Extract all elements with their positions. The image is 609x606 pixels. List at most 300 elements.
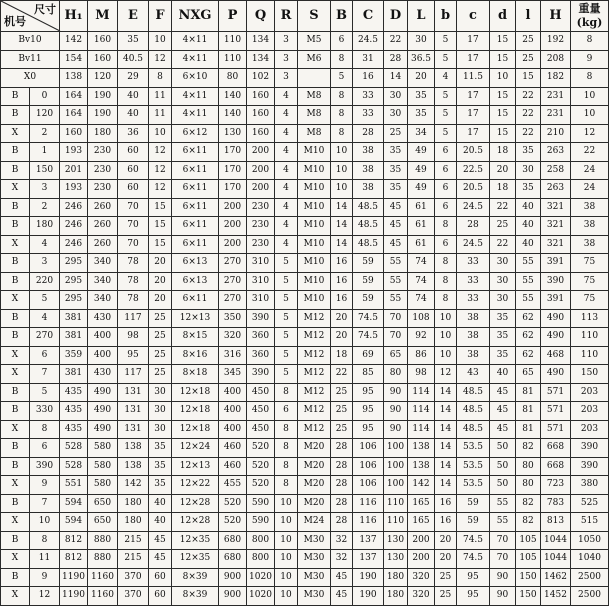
table-cell: 5 [275, 254, 298, 273]
table-cell: 102 [247, 69, 275, 88]
table-row [1, 550, 609, 569]
table-cell: 30 [149, 402, 172, 421]
table-cell: 515 [571, 513, 609, 532]
table-cell: 340 [88, 291, 118, 310]
table-cell: 137 [353, 550, 384, 569]
table-cell: 14 [384, 69, 408, 88]
table-cell: 130 [384, 531, 408, 550]
table-cell: 6×11 [172, 180, 219, 199]
table-cell: 160 [247, 87, 275, 106]
table-cell: 82 [516, 439, 541, 458]
table-cell: 20 [149, 254, 172, 273]
table-cell: 53.5 [457, 457, 490, 476]
table-cell: 55 [490, 513, 516, 532]
table-cell: 6 [435, 161, 457, 180]
table-cell: 1044 [541, 550, 571, 569]
table-cell: 900 [219, 587, 247, 606]
model-series-cell: X [1, 346, 30, 365]
table-cell: 490 [541, 309, 571, 328]
table-cell: 10 [275, 587, 298, 606]
table-cell: 525 [571, 494, 609, 513]
model-number-cell: 4 [30, 309, 60, 328]
table-cell: 16 [331, 254, 353, 273]
table-cell: 12×13 [172, 457, 219, 476]
table-cell: 28 [331, 476, 353, 495]
table-cell: 12×13 [172, 309, 219, 328]
table-cell: 12 [149, 180, 172, 199]
table-cell: M10 [298, 217, 331, 236]
table-cell: 390 [247, 365, 275, 384]
table-cell: 59 [353, 291, 384, 310]
model-number-cell: 9 [30, 568, 60, 587]
table-cell: 230 [247, 235, 275, 254]
table-cell: 22 [516, 87, 541, 106]
table-cell: 160 [247, 106, 275, 125]
table-cell: 74.5 [353, 328, 384, 347]
table-cell: 490 [541, 328, 571, 347]
table-cell: 231 [541, 87, 571, 106]
table-cell: 62 [516, 328, 541, 347]
table-cell: 435 [60, 383, 88, 402]
table-cell: 201 [60, 161, 88, 180]
table-cell: 200 [247, 161, 275, 180]
table-cell: 190 [88, 87, 118, 106]
table-cell: 30 [384, 87, 408, 106]
table-cell: 25 [331, 420, 353, 439]
table-cell: 100 [384, 439, 408, 458]
table-cell: M12 [298, 383, 331, 402]
table-cell: 680 [219, 531, 247, 550]
table-cell: 430 [88, 309, 118, 328]
table-cell: 25 [516, 50, 541, 69]
table-cell: 45 [331, 568, 353, 587]
table-cell: 130 [384, 550, 408, 569]
table-cell: 14 [435, 420, 457, 439]
table-cell: 381 [60, 365, 88, 384]
table-cell: 30 [490, 254, 516, 273]
model-cell: Bv10 [1, 32, 60, 51]
table-cell: 390 [571, 439, 609, 458]
table-cell: 200 [247, 180, 275, 199]
table-cell: 192 [541, 32, 571, 51]
table-cell: 468 [541, 346, 571, 365]
table-cell: 38 [353, 180, 384, 199]
table-cell: 668 [541, 439, 571, 458]
table-cell: 260 [88, 235, 118, 254]
table-cell: 48.5 [353, 235, 384, 254]
table-cell: 800 [247, 550, 275, 569]
table-cell: 16 [435, 513, 457, 532]
table-cell: 17 [457, 50, 490, 69]
table-cell: 17 [457, 124, 490, 143]
table-cell: 10 [275, 531, 298, 550]
table-cell: 108 [408, 309, 435, 328]
table-cell: 55 [516, 254, 541, 273]
table-cell: 138 [60, 69, 88, 88]
table-cell: 321 [541, 198, 571, 217]
table-cell: 140 [219, 106, 247, 125]
table-cell: 203 [571, 402, 609, 421]
table-cell: 70 [490, 550, 516, 569]
table-cell: 90 [384, 383, 408, 402]
table-cell: 20 [331, 328, 353, 347]
table-cell: 24 [571, 161, 609, 180]
table-cell: 81 [516, 383, 541, 402]
table-cell: 28 [331, 494, 353, 513]
model-series-cell: X [1, 420, 30, 439]
table-cell: 5 [275, 309, 298, 328]
table-row [1, 32, 609, 51]
table-cell: 75 [571, 254, 609, 273]
corner-label-model: 机号 [4, 15, 26, 28]
table-cell: 22 [516, 106, 541, 125]
table-cell: 10 [435, 346, 457, 365]
table-row [1, 69, 609, 88]
table-row [1, 587, 609, 606]
table-cell: 8 [275, 439, 298, 458]
table-cell: 48.5 [457, 402, 490, 421]
table-cell: 390 [247, 309, 275, 328]
table-cell: 90 [490, 568, 516, 587]
table-cell: 8 [435, 254, 457, 273]
table-cell: 38 [571, 217, 609, 236]
table-cell: 20 [149, 272, 172, 291]
table-cell: 80 [516, 476, 541, 495]
table-cell: 95 [353, 420, 384, 439]
column-header: H [541, 1, 571, 32]
header-row [1, 1, 609, 32]
table-cell: 260 [88, 198, 118, 217]
table-cell: 40 [490, 365, 516, 384]
table-cell: 30 [149, 383, 172, 402]
table-cell: 30 [408, 32, 435, 51]
table-cell: 1160 [88, 587, 118, 606]
table-cell: 10 [435, 328, 457, 347]
table-cell: 18 [490, 143, 516, 162]
table-cell: 29 [118, 69, 149, 88]
model-series-cell: B [1, 568, 30, 587]
table-cell: 48.5 [353, 198, 384, 217]
table-cell: 215 [118, 531, 149, 550]
table-cell: 45 [490, 420, 516, 439]
table-cell: 6×11 [172, 217, 219, 236]
table-cell: 106 [353, 439, 384, 458]
table-row [1, 106, 609, 125]
table-cell: 180 [118, 513, 149, 532]
table-cell: 490 [541, 365, 571, 384]
table-cell: 142 [408, 476, 435, 495]
table-cell: 98 [408, 365, 435, 384]
table-cell: 6×11 [172, 143, 219, 162]
model-series-cell: X [1, 513, 30, 532]
spec-table-body [1, 32, 609, 606]
table-cell: 723 [541, 476, 571, 495]
table-row [1, 494, 609, 513]
table-cell: 34 [408, 124, 435, 143]
column-header: B [331, 1, 353, 32]
table-cell: 4 [275, 143, 298, 162]
table-cell: 150 [571, 365, 609, 384]
table-cell: 95 [118, 346, 149, 365]
table-cell: 20.5 [457, 143, 490, 162]
model-number-cell: 3 [30, 254, 60, 273]
model-number-cell: 120 [30, 106, 60, 125]
model-number-cell: 2 [30, 198, 60, 217]
table-cell: 170 [219, 180, 247, 199]
table-cell: 571 [541, 383, 571, 402]
table-cell: 528 [60, 457, 88, 476]
table-cell: 38 [457, 328, 490, 347]
table-cell: 900 [219, 568, 247, 587]
table-cell: 590 [247, 513, 275, 532]
table-cell: 270 [219, 254, 247, 273]
table-cell: 142 [118, 476, 149, 495]
table-cell: M20 [298, 494, 331, 513]
column-header: L [408, 1, 435, 32]
table-cell: 131 [118, 420, 149, 439]
table-cell: 200 [219, 235, 247, 254]
table-cell: 86 [408, 346, 435, 365]
table-cell: 70 [118, 217, 149, 236]
model-number-cell: 150 [30, 161, 60, 180]
table-row [1, 346, 609, 365]
table-cell: 15 [490, 106, 516, 125]
table-cell: 4×11 [172, 106, 219, 125]
table-cell: 170 [219, 143, 247, 162]
corner-label-dimension: 尺寸 [34, 3, 56, 16]
table-cell: 32 [331, 531, 353, 550]
model-series-cell: X [1, 180, 30, 199]
table-cell: 17 [457, 32, 490, 51]
table-cell: 203 [571, 420, 609, 439]
table-cell: 95 [353, 383, 384, 402]
table-cell: 381 [60, 309, 88, 328]
table-cell: 5 [275, 365, 298, 384]
table-cell: 6×13 [172, 272, 219, 291]
table-cell: 10 [571, 106, 609, 125]
table-cell: 18 [490, 180, 516, 199]
table-cell: M30 [298, 531, 331, 550]
table-cell: 22.5 [457, 161, 490, 180]
table-cell: 180 [118, 494, 149, 513]
table-row [1, 87, 609, 106]
table-cell: 10 [571, 87, 609, 106]
table-cell: 10 [331, 143, 353, 162]
model-number-cell: 4 [30, 235, 60, 254]
table-cell: 25 [149, 309, 172, 328]
model-number-cell: 12 [30, 587, 60, 606]
table-cell: 450 [247, 383, 275, 402]
table-cell: 35 [516, 143, 541, 162]
table-cell: 25 [149, 365, 172, 384]
column-header: C [353, 1, 384, 32]
table-cell: 295 [60, 272, 88, 291]
table-cell: 53.5 [457, 439, 490, 458]
table-cell: 12 [149, 143, 172, 162]
column-header: D [384, 1, 408, 32]
table-cell: 38 [457, 346, 490, 365]
table-cell: 435 [60, 402, 88, 421]
table-cell: 246 [60, 198, 88, 217]
table-cell: 22 [490, 198, 516, 217]
table-cell: 310 [247, 272, 275, 291]
table-cell: 8×16 [172, 346, 219, 365]
table-cell: 80 [516, 457, 541, 476]
table-cell: 594 [60, 513, 88, 532]
table-cell: 36 [118, 124, 149, 143]
table-cell: 106 [353, 476, 384, 495]
table-cell: 1040 [571, 550, 609, 569]
table-cell: 2500 [571, 587, 609, 606]
table-cell: 490 [88, 402, 118, 421]
table-cell: 38 [571, 198, 609, 217]
table-cell: 3 [275, 50, 298, 69]
table-cell: 38 [571, 235, 609, 254]
table-cell: 28 [353, 124, 384, 143]
model-number-cell: 11 [30, 550, 60, 569]
table-row [1, 457, 609, 476]
table-cell: 50 [490, 476, 516, 495]
table-cell: 55 [516, 291, 541, 310]
table-cell: 263 [541, 143, 571, 162]
table-cell: 92 [408, 328, 435, 347]
table-cell: 40 [516, 235, 541, 254]
model-series-cell: B [1, 328, 30, 347]
table-cell: 40 [149, 494, 172, 513]
model-series-cell: X [1, 291, 30, 310]
column-header: P [219, 1, 247, 32]
table-cell: 15 [490, 32, 516, 51]
table-cell: 40.5 [118, 50, 149, 69]
table-cell: 110 [384, 513, 408, 532]
table-cell: 6 [275, 402, 298, 421]
table-cell: 11.5 [457, 69, 490, 88]
weight-unit: (kg) [576, 16, 603, 29]
table-cell: 3 [275, 32, 298, 51]
model-number-cell: 7 [30, 365, 60, 384]
weight-label: 重量 [578, 2, 601, 15]
table-cell: 230 [247, 198, 275, 217]
table-row [1, 235, 609, 254]
column-header: l [516, 1, 541, 32]
table-cell: 5 [331, 69, 353, 88]
model-number-cell: 2 [30, 124, 60, 143]
table-cell: M30 [298, 587, 331, 606]
table-cell: 25 [435, 587, 457, 606]
model-series-cell: B [1, 254, 30, 273]
table-cell: 62 [516, 346, 541, 365]
table-cell: 48.5 [457, 420, 490, 439]
table-cell: 14 [331, 198, 353, 217]
table-cell: 6 [331, 32, 353, 51]
table-cell: 1020 [247, 568, 275, 587]
table-cell: 460 [219, 457, 247, 476]
table-cell: 36.5 [408, 50, 435, 69]
table-cell: 8 [331, 50, 353, 69]
table-cell: 74.5 [457, 550, 490, 569]
table-cell: 5 [435, 106, 457, 125]
table-row [1, 124, 609, 143]
table-cell: 60 [149, 568, 172, 587]
table-cell: 61 [408, 235, 435, 254]
weight-column-header [571, 1, 609, 32]
table-cell: 30 [490, 272, 516, 291]
table-cell: 17 [457, 87, 490, 106]
model-number-cell: 5 [30, 291, 60, 310]
table-cell: 246 [60, 235, 88, 254]
table-cell: 165 [408, 494, 435, 513]
table-cell: 75 [571, 272, 609, 291]
model-series-cell: B [1, 161, 30, 180]
table-cell: 8×15 [172, 328, 219, 347]
table-cell: 49 [408, 180, 435, 199]
table-cell: 321 [541, 217, 571, 236]
table-cell: 59 [457, 494, 490, 513]
table-cell: M8 [298, 124, 331, 143]
table-row [1, 365, 609, 384]
table-cell: 12×35 [172, 531, 219, 550]
table-cell: 8×39 [172, 587, 219, 606]
table-cell: 200 [219, 217, 247, 236]
table-cell: 35 [490, 328, 516, 347]
model-series-cell: B [1, 309, 30, 328]
table-cell: M10 [298, 161, 331, 180]
table-cell: 203 [571, 383, 609, 402]
table-cell: 38 [353, 143, 384, 162]
table-cell: 164 [60, 106, 88, 125]
table-row [1, 439, 609, 458]
table-cell: 12×35 [172, 550, 219, 569]
table-cell: 14 [435, 476, 457, 495]
table-cell: 114 [408, 402, 435, 421]
table-cell: 571 [541, 402, 571, 421]
table-cell: 165 [408, 513, 435, 532]
table-row [1, 198, 609, 217]
model-number-cell: 5 [30, 383, 60, 402]
model-number-cell: 9 [30, 476, 60, 495]
table-cell: 130 [219, 124, 247, 143]
table-cell: 60 [118, 143, 149, 162]
table-cell: 263 [541, 180, 571, 199]
table-cell: 28 [331, 513, 353, 532]
table-cell: 430 [88, 365, 118, 384]
model-series-cell: B [1, 272, 30, 291]
table-row [1, 513, 609, 532]
table-cell: 150 [516, 587, 541, 606]
table-cell: 114 [408, 420, 435, 439]
table-cell: 6×11 [172, 291, 219, 310]
table-cell: 1452 [541, 587, 571, 606]
table-cell: 160 [60, 124, 88, 143]
table-cell: 450 [247, 402, 275, 421]
table-cell: 80 [384, 365, 408, 384]
table-cell: 20 [408, 69, 435, 88]
table-cell: 400 [219, 402, 247, 421]
table-cell: 90 [384, 402, 408, 421]
table-cell: 15 [149, 235, 172, 254]
table-cell: 55 [490, 494, 516, 513]
table-row [1, 420, 609, 439]
table-cell: 25 [149, 328, 172, 347]
table-cell: 360 [247, 328, 275, 347]
table-cell: 138 [118, 457, 149, 476]
table-cell: 48.5 [457, 383, 490, 402]
table-cell: 95 [353, 402, 384, 421]
table-cell: 1020 [247, 587, 275, 606]
table-cell: 28 [384, 50, 408, 69]
table-cell: 90 [384, 420, 408, 439]
table-cell: 25 [331, 383, 353, 402]
